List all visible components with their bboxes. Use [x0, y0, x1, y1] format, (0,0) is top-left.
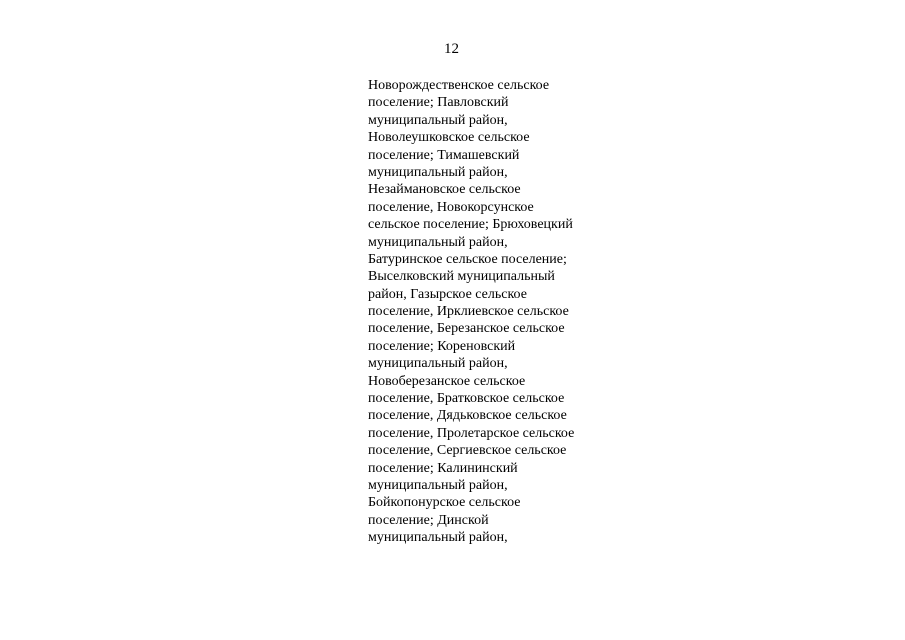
text-line: поселение, Новокорсунское — [368, 199, 534, 215]
text-line: поселение, Березанское сельское — [368, 321, 565, 337]
text-line: поселение, Сергиевское сельское — [368, 443, 567, 459]
text-line: поселение; Кореновский — [368, 338, 516, 354]
text-line: муниципальный район, — [368, 164, 508, 180]
text-line: поселение; Тимашевский — [368, 147, 520, 163]
text-line: поселение, Пролетарское сельское — [368, 425, 575, 441]
text-line: Выселковский муниципальный — [368, 269, 555, 285]
text-line: муниципальный район, — [368, 234, 508, 250]
text-line: поселение; Динской — [368, 512, 489, 528]
text-line: район, Газырское сельское — [368, 286, 527, 302]
text-line: сельское поселение; Брюховецкий — [368, 217, 573, 233]
text-line: поселение, Дядьковское сельское — [368, 408, 567, 424]
text-line: Новолеушковское сельское — [368, 130, 530, 146]
page-number: 12 — [444, 41, 459, 57]
text-line: муниципальный район, — [368, 356, 508, 372]
text-line: Батуринское сельское поселение; — [368, 251, 567, 267]
text-line: поселение; Павловский — [368, 95, 509, 111]
text-line: Незаймановское сельское — [368, 182, 521, 198]
text-line: муниципальный район, — [368, 477, 508, 493]
text-line: муниципальный район, — [368, 112, 508, 128]
text-line: муниципальный район, — [368, 530, 508, 546]
text-line: поселение; Калининский — [368, 460, 518, 476]
text-line: Бойкопонурское сельское — [368, 495, 521, 511]
text-line: поселение, Братковское сельское — [368, 391, 565, 407]
text-line: Новорождественское сельское — [368, 78, 550, 93]
text-line: Новоберезанское сельское — [368, 373, 526, 389]
body-text — [368, 77, 628, 547]
text-line: поселение, Ирклиевское сельское — [368, 304, 569, 320]
